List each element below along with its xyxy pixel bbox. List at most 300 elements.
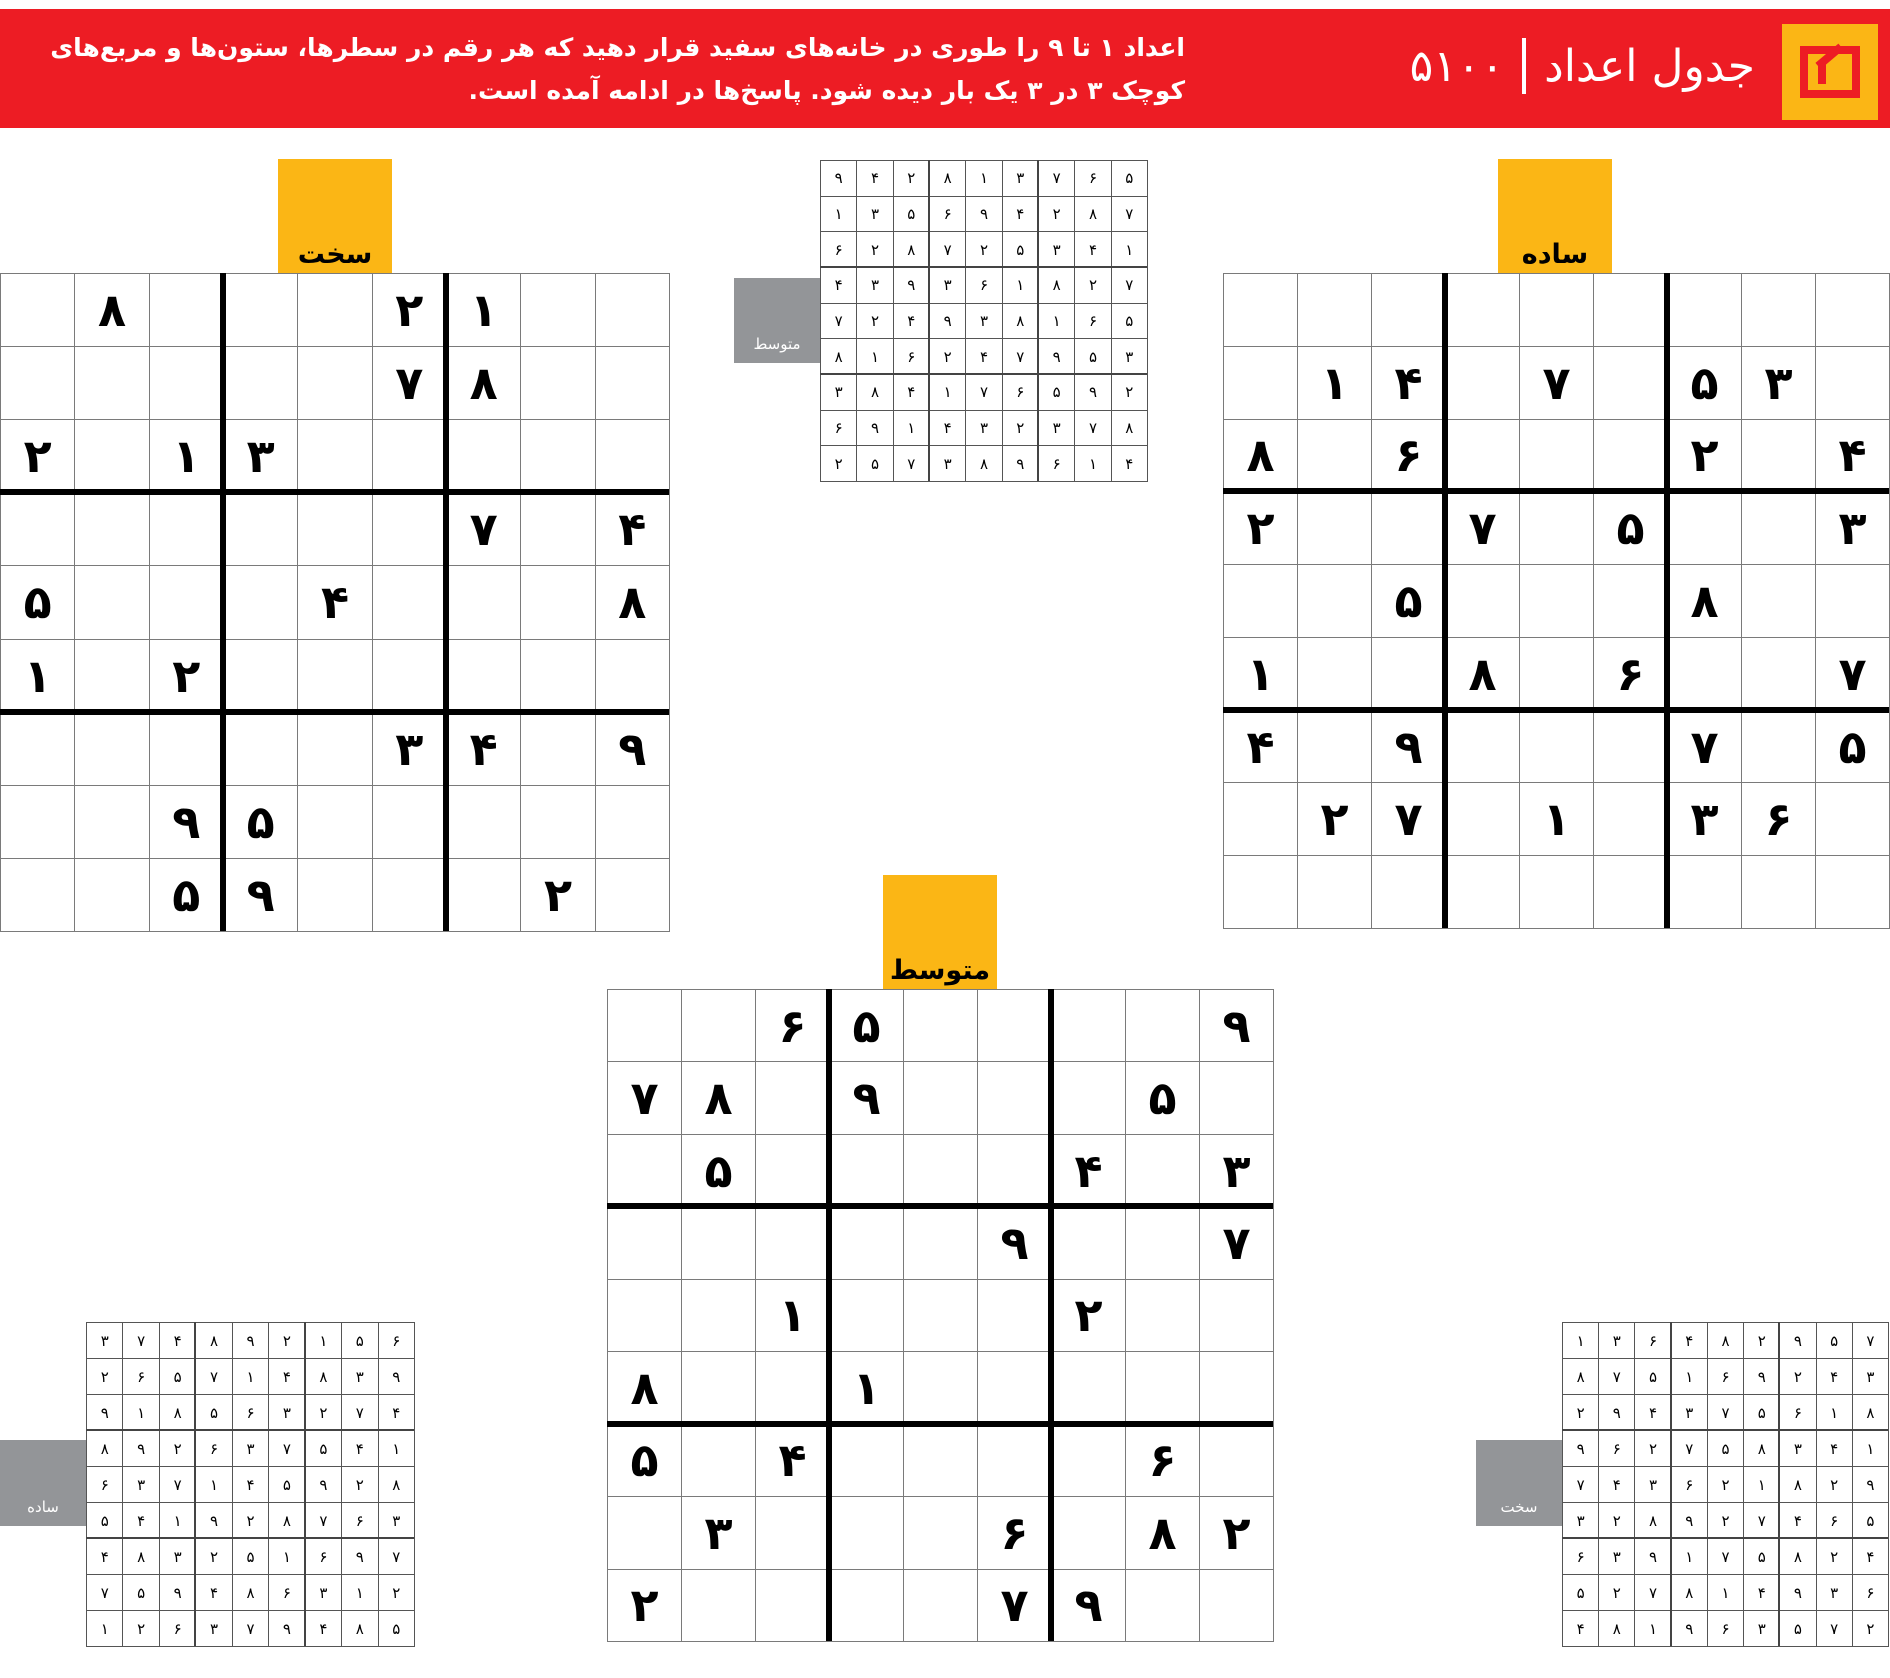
sudoku-cell[interactable]: ۳ — [223, 419, 298, 493]
sudoku-cell[interactable] — [1445, 346, 1520, 420]
sudoku-cell[interactable] — [595, 858, 670, 932]
solution-cell: ۲ — [893, 160, 930, 197]
solution-cell: ۹ — [1743, 1358, 1780, 1395]
sudoku-cell[interactable]: ۹ — [149, 785, 224, 859]
sudoku-cell[interactable]: ۷ — [1199, 1206, 1274, 1279]
solution-cell: ۵ — [1111, 160, 1148, 197]
sudoku-cell[interactable] — [1371, 491, 1446, 565]
sudoku-cell[interactable]: ۱ — [1519, 782, 1594, 856]
sudoku-cell[interactable] — [372, 858, 447, 932]
sudoku-cell[interactable] — [74, 346, 149, 420]
sudoku-cell[interactable]: ۸ — [446, 346, 521, 420]
sudoku-cell[interactable]: ۲ — [1223, 491, 1298, 565]
sudoku-cell[interactable] — [903, 1569, 978, 1642]
sudoku-cell[interactable] — [372, 565, 447, 639]
sudoku-cell[interactable] — [1741, 273, 1816, 347]
sudoku-cell[interactable] — [977, 1134, 1052, 1207]
sudoku-cell[interactable] — [1741, 491, 1816, 565]
sudoku-cell[interactable] — [681, 1569, 756, 1642]
sudoku-hard-grid — [0, 273, 669, 931]
sudoku-cell[interactable]: ۵ — [1371, 564, 1446, 638]
sudoku-cell[interactable]: ۳ — [681, 1496, 756, 1569]
sudoku-cell[interactable] — [1519, 491, 1594, 565]
sudoku-cell[interactable] — [0, 712, 75, 786]
sudoku-cell[interactable]: ۸ — [74, 273, 149, 347]
solution-cell: ۴ — [893, 303, 930, 340]
sudoku-cell[interactable] — [297, 492, 372, 566]
sudoku-cell[interactable]: ۶ — [1125, 1424, 1200, 1497]
sudoku-cell[interactable] — [1199, 1351, 1274, 1424]
sudoku-cell[interactable] — [0, 346, 75, 420]
sudoku-cell[interactable]: ۹ — [1051, 1569, 1126, 1642]
sudoku-cell[interactable] — [297, 273, 372, 347]
sudoku-cell[interactable]: ۲ — [149, 639, 224, 713]
sudoku-cell[interactable] — [903, 1206, 978, 1279]
solution-cell: ۵ — [1743, 1538, 1780, 1575]
sudoku-cell[interactable]: ۶ — [1371, 419, 1446, 493]
sudoku-cell[interactable] — [1519, 419, 1594, 493]
sudoku-cell[interactable] — [223, 712, 298, 786]
sudoku-cell[interactable] — [755, 1061, 830, 1134]
sudoku-cell[interactable]: ۵ — [1667, 346, 1742, 420]
sudoku-cell[interactable] — [1445, 782, 1520, 856]
sudoku-cell[interactable] — [1371, 273, 1446, 347]
sudoku-cell[interactable] — [1223, 346, 1298, 420]
sudoku-cell[interactable] — [903, 1279, 978, 1352]
sudoku-cell[interactable] — [1051, 1061, 1126, 1134]
sudoku-cell[interactable] — [74, 492, 149, 566]
sudoku-cell[interactable]: ۳ — [1667, 782, 1742, 856]
sudoku-cell[interactable] — [1667, 491, 1742, 565]
sudoku-cell[interactable]: ۵ — [1593, 491, 1668, 565]
sudoku-cell[interactable] — [755, 1569, 830, 1642]
sudoku-cell[interactable] — [297, 639, 372, 713]
sudoku-cell[interactable] — [74, 785, 149, 859]
sudoku-cell[interactable] — [1297, 273, 1372, 347]
solution-cell: ۶ — [305, 1538, 342, 1575]
sudoku-cell[interactable]: ۲ — [1051, 1279, 1126, 1352]
solution-cell: ۸ — [1002, 303, 1039, 340]
sudoku-cell[interactable]: ۲ — [0, 419, 75, 493]
solution-cell: ۱ — [378, 1430, 415, 1467]
solution-cell: ۳ — [159, 1538, 196, 1575]
sudoku-cell[interactable]: ۷ — [607, 1061, 682, 1134]
sudoku-cell[interactable] — [755, 1134, 830, 1207]
sudoku-cell[interactable] — [1445, 855, 1520, 929]
sudoku-cell[interactable]: ۵ — [223, 785, 298, 859]
sudoku-cell[interactable] — [755, 1206, 830, 1279]
sudoku-cell[interactable] — [1519, 710, 1594, 784]
sudoku-cell[interactable]: ۹ — [1199, 989, 1274, 1062]
sudoku-cell[interactable] — [595, 419, 670, 493]
sudoku-cell[interactable] — [1815, 273, 1890, 347]
sudoku-cell[interactable] — [223, 273, 298, 347]
sudoku-cell[interactable] — [1125, 1206, 1200, 1279]
sudoku-cell[interactable] — [297, 785, 372, 859]
sudoku-cell[interactable] — [446, 785, 521, 859]
sudoku-cell[interactable] — [1667, 637, 1742, 711]
solution-cell: ۶ — [1598, 1430, 1635, 1467]
sudoku-cell[interactable]: ۱ — [446, 273, 521, 347]
sudoku-cell[interactable] — [0, 785, 75, 859]
sudoku-cell[interactable] — [1741, 710, 1816, 784]
sudoku-cell[interactable]: ۷ — [1445, 491, 1520, 565]
sudoku-cell[interactable]: ۸ — [1125, 1496, 1200, 1569]
solution-cell: ۷ — [820, 303, 857, 340]
solution-cell: ۲ — [856, 231, 893, 268]
sudoku-cell[interactable]: ۸ — [607, 1351, 682, 1424]
sudoku-cell[interactable] — [1297, 637, 1372, 711]
sudoku-cell[interactable] — [1199, 1061, 1274, 1134]
solution-cell: ۶ — [929, 196, 966, 233]
sudoku-cell[interactable] — [607, 989, 682, 1062]
sudoku-cell[interactable] — [607, 1134, 682, 1207]
sudoku-cell[interactable] — [1445, 710, 1520, 784]
sudoku-cell[interactable]: ۴ — [755, 1424, 830, 1497]
sudoku-cell[interactable]: ۶ — [977, 1496, 1052, 1569]
sudoku-cell[interactable] — [1593, 564, 1668, 638]
sudoku-cell[interactable] — [149, 346, 224, 420]
sudoku-cell[interactable] — [297, 712, 372, 786]
solution-cell: ۶ — [820, 410, 857, 447]
sudoku-cell[interactable] — [595, 346, 670, 420]
sudoku-cell[interactable] — [74, 565, 149, 639]
sudoku-cell[interactable]: ۲ — [520, 858, 595, 932]
sudoku-cell[interactable]: ۴ — [297, 565, 372, 639]
sudoku-cell[interactable] — [223, 346, 298, 420]
sudoku-cell[interactable] — [446, 419, 521, 493]
sudoku-cell[interactable] — [977, 989, 1052, 1062]
sudoku-cell[interactable]: ۹ — [1371, 710, 1446, 784]
sudoku-cell[interactable] — [1125, 1351, 1200, 1424]
solution-cell: ۴ — [378, 1394, 415, 1431]
sudoku-cell[interactable] — [681, 1279, 756, 1352]
sudoku-cell[interactable] — [1199, 1569, 1274, 1642]
sudoku-cell[interactable] — [977, 1061, 1052, 1134]
solution-cell: ۶ — [122, 1358, 159, 1395]
sudoku-cell[interactable] — [149, 565, 224, 639]
solution-cell: ۱ — [341, 1574, 378, 1611]
sudoku-cell[interactable] — [297, 858, 372, 932]
tag-hard — [278, 159, 392, 274]
sudoku-cell[interactable]: ۱ — [149, 419, 224, 493]
sudoku-cell[interactable] — [74, 419, 149, 493]
sudoku-cell[interactable]: ۳ — [1741, 346, 1816, 420]
box-divider-horizontal — [607, 1421, 1273, 1427]
sudoku-cell[interactable] — [1741, 855, 1816, 929]
sudoku-cell[interactable]: ۴ — [1223, 710, 1298, 784]
solution-cell: ۶ — [341, 1502, 378, 1539]
sudoku-cell[interactable]: ۲ — [1199, 1496, 1274, 1569]
sudoku-cell[interactable] — [1815, 855, 1890, 929]
sudoku-cell[interactable]: ۱ — [1297, 346, 1372, 420]
sudoku-cell[interactable]: ۳ — [1199, 1134, 1274, 1207]
sudoku-cell[interactable] — [1125, 989, 1200, 1062]
sudoku-cell[interactable] — [1223, 564, 1298, 638]
solution-cell: ۶ — [1707, 1358, 1744, 1395]
sudoku-cell[interactable] — [829, 1424, 904, 1497]
sudoku-cell[interactable]: ۷ — [977, 1569, 1052, 1642]
sudoku-cell[interactable]: ۸ — [595, 565, 670, 639]
sudoku-cell[interactable] — [1297, 710, 1372, 784]
sudoku-cell[interactable] — [74, 712, 149, 786]
sudoku-cell[interactable] — [74, 858, 149, 932]
sudoku-cell[interactable] — [0, 273, 75, 347]
sudoku-cell[interactable] — [903, 989, 978, 1062]
solution-cell: ۶ — [1671, 1466, 1708, 1503]
sudoku-cell[interactable] — [1199, 1279, 1274, 1352]
sudoku-cell[interactable] — [607, 1279, 682, 1352]
sudoku-cell[interactable] — [1223, 273, 1298, 347]
sudoku-cell[interactable] — [297, 419, 372, 493]
solution-cell: ۹ — [1634, 1538, 1671, 1575]
sudoku-cell[interactable] — [1519, 564, 1594, 638]
solution-cell: ۳ — [1002, 160, 1039, 197]
sudoku-cell[interactable] — [520, 346, 595, 420]
sudoku-cell[interactable] — [595, 785, 670, 859]
sudoku-cell[interactable] — [1051, 1206, 1126, 1279]
box-divider-horizontal — [1562, 1537, 1888, 1539]
sudoku-cell[interactable] — [681, 1424, 756, 1497]
sudoku-cell[interactable] — [1297, 491, 1372, 565]
sudoku-cell[interactable] — [1519, 637, 1594, 711]
sudoku-cell[interactable] — [595, 639, 670, 713]
sudoku-cell[interactable] — [1051, 1496, 1126, 1569]
sudoku-cell[interactable] — [755, 1351, 830, 1424]
solution-cell: ۹ — [232, 1322, 269, 1359]
solution-cell: ۱ — [1038, 303, 1075, 340]
sudoku-cell[interactable] — [977, 1424, 1052, 1497]
sudoku-cell[interactable] — [681, 989, 756, 1062]
solution-cell: ۵ — [1074, 338, 1111, 375]
sudoku-cell[interactable]: ۴ — [1371, 346, 1446, 420]
sudoku-cell[interactable] — [149, 492, 224, 566]
sudoku-cell[interactable]: ۸ — [1445, 637, 1520, 711]
sudoku-cell[interactable] — [520, 419, 595, 493]
solution-cell: ۶ — [893, 338, 930, 375]
sudoku-cell[interactable]: ۷ — [372, 346, 447, 420]
sudoku-cell[interactable] — [1593, 273, 1668, 347]
solution-cell: ۲ — [268, 1322, 305, 1359]
solution-cell: ۲ — [232, 1502, 269, 1539]
sudoku-cell[interactable] — [1741, 637, 1816, 711]
sudoku-cell[interactable] — [829, 1279, 904, 1352]
sudoku-cell[interactable] — [607, 1496, 682, 1569]
sudoku-cell[interactable] — [977, 1351, 1052, 1424]
sudoku-cell[interactable]: ۱ — [1223, 637, 1298, 711]
sudoku-cell[interactable]: ۴ — [1815, 419, 1890, 493]
sudoku-cell[interactable] — [520, 492, 595, 566]
sudoku-cell[interactable] — [149, 273, 224, 347]
sudoku-cell[interactable]: ۸ — [681, 1061, 756, 1134]
sudoku-cell[interactable] — [903, 1061, 978, 1134]
sudoku-cell[interactable]: ۱ — [829, 1351, 904, 1424]
tag-medium-label: متوسط — [889, 955, 991, 986]
solution-cell: ۲ — [1598, 1502, 1635, 1539]
sudoku-cell[interactable]: ۴ — [1051, 1134, 1126, 1207]
sudoku-cell[interactable]: ۹ — [977, 1206, 1052, 1279]
sudoku-cell[interactable]: ۵ — [607, 1424, 682, 1497]
sudoku-cell[interactable] — [446, 565, 521, 639]
sudoku-cell[interactable] — [755, 1496, 830, 1569]
solution-cell: ۲ — [1779, 1358, 1816, 1395]
box-divider-horizontal — [820, 373, 1147, 375]
box-divider-horizontal — [607, 1203, 1273, 1209]
sudoku-cell[interactable]: ۹ — [223, 858, 298, 932]
sudoku-cell[interactable] — [829, 1496, 904, 1569]
sudoku-cell[interactable] — [1815, 564, 1890, 638]
sudoku-cell[interactable] — [1741, 419, 1816, 493]
solution-cell: ۹ — [1852, 1466, 1889, 1503]
sudoku-cell[interactable] — [1593, 710, 1668, 784]
sudoku-cell[interactable] — [0, 492, 75, 566]
sudoku-cell[interactable] — [1667, 273, 1742, 347]
sudoku-cell[interactable] — [0, 858, 75, 932]
sudoku-cell[interactable]: ۳ — [1815, 491, 1890, 565]
sudoku-cell[interactable] — [1051, 1424, 1126, 1497]
sudoku-cell[interactable] — [520, 565, 595, 639]
sudoku-cell[interactable] — [1815, 346, 1890, 420]
sudoku-cell[interactable] — [1297, 855, 1372, 929]
sudoku-cell[interactable]: ۸ — [1223, 419, 1298, 493]
sudoku-cell[interactable] — [829, 1206, 904, 1279]
solution-cell: ۹ — [341, 1538, 378, 1575]
sudoku-cell[interactable]: ۲ — [607, 1569, 682, 1642]
sudoku-cell[interactable] — [74, 639, 149, 713]
solution-cell: ۷ — [1598, 1358, 1635, 1395]
sudoku-cell[interactable] — [1593, 346, 1668, 420]
sudoku-cell[interactable]: ۱ — [755, 1279, 830, 1352]
sudoku-cell[interactable] — [1741, 564, 1816, 638]
sudoku-cell[interactable]: ۵ — [829, 989, 904, 1062]
sudoku-cell[interactable]: ۵ — [1125, 1061, 1200, 1134]
sudoku-cell[interactable] — [223, 492, 298, 566]
sudoku-cell[interactable]: ۴ — [595, 492, 670, 566]
sudoku-cell[interactable] — [446, 858, 521, 932]
solution-cell: ۹ — [195, 1502, 232, 1539]
sudoku-cell[interactable] — [1593, 419, 1668, 493]
sudoku-cell[interactable] — [1223, 782, 1298, 856]
sudoku-cell[interactable]: ۷ — [1371, 782, 1446, 856]
sudoku-cell[interactable] — [977, 1279, 1052, 1352]
box-divider-horizontal — [86, 1429, 414, 1431]
sudoku-cell[interactable] — [297, 346, 372, 420]
sudoku-cell[interactable] — [1445, 273, 1520, 347]
sudoku-cell[interactable]: ۵ — [1815, 710, 1890, 784]
solution-cell: ۲ — [1743, 1322, 1780, 1359]
solution-cell: ۵ — [159, 1358, 196, 1395]
sudoku-cell[interactable] — [223, 565, 298, 639]
sudoku-cell[interactable] — [1051, 1351, 1126, 1424]
sudoku-cell[interactable] — [903, 1134, 978, 1207]
sudoku-cell[interactable] — [1371, 637, 1446, 711]
solution-cell: ۳ — [1779, 1430, 1816, 1467]
sudoku-cell[interactable] — [520, 785, 595, 859]
sudoku-cell[interactable] — [1125, 1569, 1200, 1642]
sudoku-cell[interactable]: ۸ — [1667, 564, 1742, 638]
sudoku-cell[interactable] — [520, 712, 595, 786]
solution-cell: ۷ — [1038, 160, 1075, 197]
sudoku-cell[interactable] — [1445, 419, 1520, 493]
sudoku-cell[interactable]: ۹ — [595, 712, 670, 786]
solution-cell: ۲ — [195, 1538, 232, 1575]
sudoku-cell[interactable] — [1125, 1279, 1200, 1352]
sudoku-cell[interactable] — [1051, 989, 1126, 1062]
sudoku-cell[interactable]: ۳ — [372, 712, 447, 786]
sudoku-cell[interactable]: ۷ — [1667, 710, 1742, 784]
sudoku-cell[interactable]: ۲ — [1667, 419, 1742, 493]
sudoku-cell[interactable]: ۵ — [0, 565, 75, 639]
solution-cell: ۷ — [1002, 338, 1039, 375]
sudoku-cell[interactable]: ۹ — [829, 1061, 904, 1134]
sudoku-cell[interactable] — [1593, 782, 1668, 856]
sudoku-cell[interactable] — [372, 639, 447, 713]
sudoku-cell[interactable] — [520, 639, 595, 713]
solution-cell: ۲ — [929, 338, 966, 375]
sudoku-cell[interactable] — [1445, 564, 1520, 638]
sudoku-cell[interactable] — [1519, 273, 1594, 347]
solution-cell: ۶ — [1634, 1322, 1671, 1359]
sudoku-cell[interactable] — [903, 1351, 978, 1424]
sudoku-cell[interactable]: ۵ — [681, 1134, 756, 1207]
sudoku-cell[interactable] — [903, 1496, 978, 1569]
sudoku-cell[interactable] — [903, 1424, 978, 1497]
sudoku-cell[interactable] — [1371, 855, 1446, 929]
sudoku-cell[interactable] — [1125, 1134, 1200, 1207]
solution-cell: ۴ — [856, 160, 893, 197]
sudoku-cell[interactable] — [1815, 782, 1890, 856]
sudoku-cell[interactable] — [520, 273, 595, 347]
sudoku-cell[interactable]: ۱ — [0, 639, 75, 713]
sudoku-cell[interactable]: ۲ — [372, 273, 447, 347]
sudoku-cell[interactable] — [1199, 1424, 1274, 1497]
sudoku-cell[interactable] — [1519, 855, 1594, 929]
sudoku-cell[interactable] — [607, 1206, 682, 1279]
sudoku-cell[interactable]: ۷ — [1519, 346, 1594, 420]
sudoku-cell[interactable]: ۷ — [446, 492, 521, 566]
sudoku-cell[interactable]: ۶ — [755, 989, 830, 1062]
sudoku-cell[interactable] — [595, 273, 670, 347]
sudoku-cell[interactable] — [223, 639, 298, 713]
box-divider-horizontal — [820, 266, 1147, 268]
sudoku-cell[interactable]: ۷ — [1815, 637, 1890, 711]
sudoku-cell[interactable] — [1297, 564, 1372, 638]
sudoku-cell[interactable] — [681, 1206, 756, 1279]
sudoku-cell[interactable] — [681, 1351, 756, 1424]
sudoku-cell[interactable]: ۵ — [149, 858, 224, 932]
sudoku-cell[interactable] — [829, 1569, 904, 1642]
sudoku-cell[interactable] — [372, 419, 447, 493]
tag-medium — [883, 875, 997, 990]
sudoku-cell[interactable] — [149, 712, 224, 786]
sudoku-cell[interactable] — [372, 785, 447, 859]
sudoku-cell[interactable]: ۴ — [446, 712, 521, 786]
sudoku-cell[interactable]: ۶ — [1741, 782, 1816, 856]
sudoku-cell[interactable] — [1223, 855, 1298, 929]
sudoku-cell[interactable] — [1297, 419, 1372, 493]
sudoku-cell[interactable] — [1593, 855, 1668, 929]
sudoku-cell[interactable] — [829, 1134, 904, 1207]
solution-cell: ۱ — [1111, 231, 1148, 268]
sudoku-cell[interactable] — [372, 492, 447, 566]
box-divider-horizontal — [0, 709, 669, 715]
sudoku-cell[interactable] — [1667, 855, 1742, 929]
sudoku-cell[interactable]: ۶ — [1593, 637, 1668, 711]
sudoku-cell[interactable]: ۲ — [1297, 782, 1372, 856]
solution-cell: ۷ — [1671, 1430, 1708, 1467]
sudoku-cell[interactable] — [446, 639, 521, 713]
solution-cell: ۷ — [1743, 1502, 1780, 1539]
